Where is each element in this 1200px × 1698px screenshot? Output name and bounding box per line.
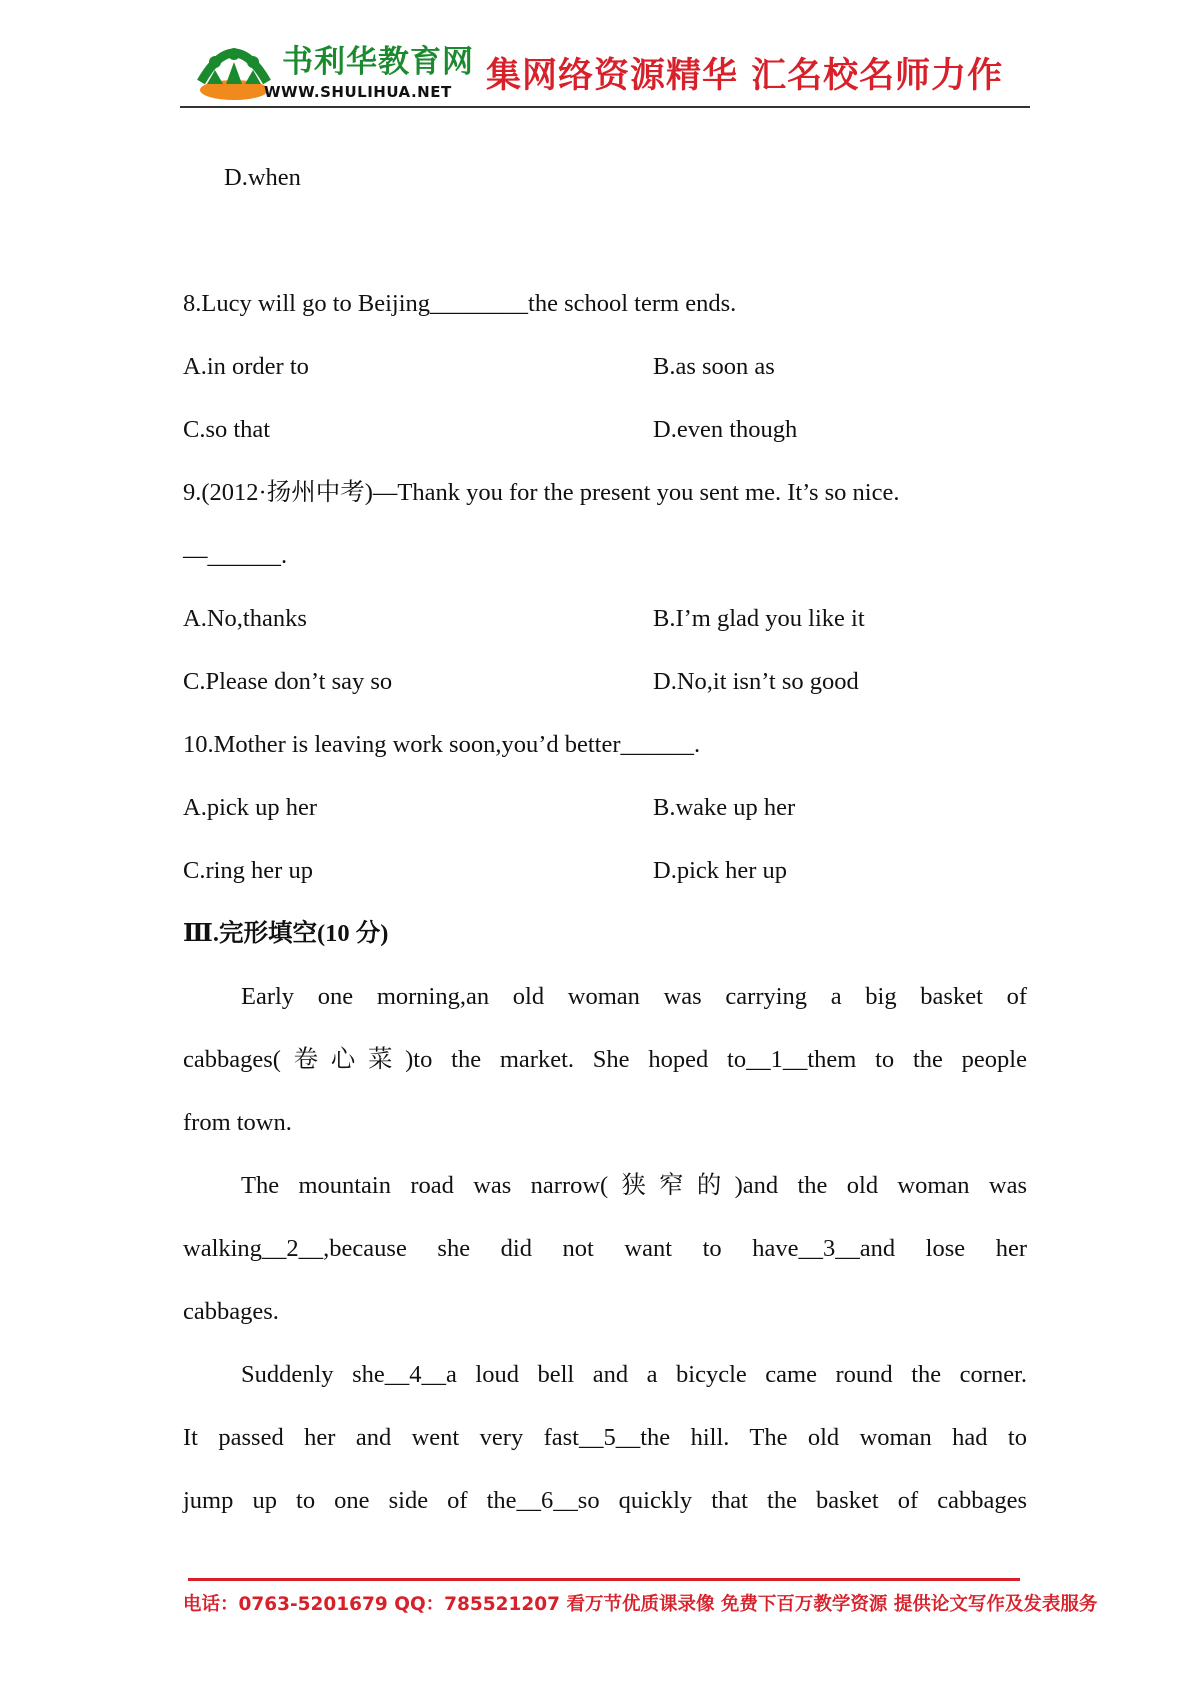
q8-option-b: B.as soon as xyxy=(653,353,775,380)
brand-name: 书利华教育网 xyxy=(282,44,474,80)
q9-reply-blank: —______. xyxy=(183,542,288,569)
q10-option-a: A.pick up her xyxy=(183,794,318,821)
q10-option-b: B.wake up her xyxy=(653,794,796,821)
q8-option-a: A.in order to xyxy=(183,353,309,380)
q9-option-a: A.No,thanks xyxy=(183,605,307,632)
passage-p1-line1: Early one morning,an old woman was carrying a big basket of xyxy=(241,983,1027,1010)
passage-p3-line1: Suddenly she__4__a loud bell and a bicycle came round the corner. xyxy=(241,1361,1027,1388)
header-divider xyxy=(180,106,1030,108)
passage-p1-line2: cabbages(卷心菜)to the market. She hoped to__1__them to the people xyxy=(183,1046,1027,1073)
q9-option-c: C.Please don’t say so xyxy=(183,668,393,695)
passage-p2-line1: The mountain road was narrow(狭窄的)and the old woman was xyxy=(241,1172,1027,1199)
q8-option-c: C.so that xyxy=(183,416,271,443)
q8-option-d: D.even though xyxy=(653,416,798,443)
q7-option-d: D.when xyxy=(224,164,301,191)
passage-p3-line2: It passed her and went very fast__5__the hill. The old woman had to xyxy=(183,1424,1027,1451)
q9-option-b: B.I’m glad you like it xyxy=(653,605,865,632)
footer-divider xyxy=(188,1578,1020,1581)
brand-url: WWW.SHULIHUA.NET xyxy=(264,83,452,101)
q9-option-d: D.No,it isn’t so good xyxy=(653,668,859,695)
section-3-title: Ⅲ.完形填空(10 分) xyxy=(183,920,389,947)
q10-option-d: D.pick her up xyxy=(653,857,788,884)
passage-p1-line3: from town. xyxy=(183,1109,292,1136)
header-slogan: 集网络资源精华 汇名校名师力作 xyxy=(486,56,1004,96)
q10-option-c: C.ring her up xyxy=(183,857,313,884)
passage-p2-line3: cabbages. xyxy=(183,1298,279,1325)
passage-p2-line2: walking__2__,because she did not want to have__3__and lose her xyxy=(183,1235,1027,1262)
q9-stem: 9.(2012·扬州中考)—Thank you for the present you sent me. It’s so nice. xyxy=(183,479,900,506)
shulihua-logo-icon xyxy=(195,32,273,102)
q10-stem: 10.Mother is leaving work soon,you’d better______. xyxy=(183,731,701,758)
q8-stem: 8.Lucy will go to Beijing________the school term ends. xyxy=(183,290,737,317)
footer-contact: 电话：0763-5201679 QQ：785521207 看万节优质课录像 免费下百万教学资源 提供论文写作及发表服务 xyxy=(183,1594,1098,1615)
passage-p3-line3: jump up to one side of the__6__so quickly that the basket of cabbages xyxy=(183,1487,1027,1514)
page-header xyxy=(180,26,1030,108)
